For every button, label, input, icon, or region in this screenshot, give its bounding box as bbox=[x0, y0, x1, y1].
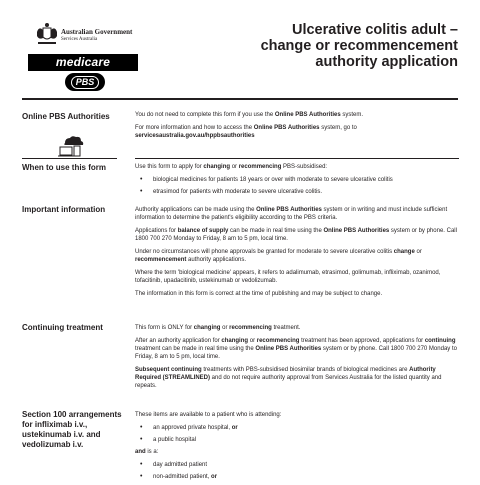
section100-bullet-2: • a public hospital bbox=[135, 436, 459, 444]
section100-label-line-1: Section 100 arrangements bbox=[22, 410, 122, 419]
section-content-section100 bbox=[135, 411, 459, 485]
coat-of-arms-icon bbox=[34, 22, 60, 48]
continuing-paragraph-2: After an authority application for changing or recommencing treatment has been approved, applications for continuing treatment can be made in real time using the Online PBS Authorities system or by phone. Call 1800 700 270 Monday to Friday, 8 am to 5 pm, local time. bbox=[135, 338, 457, 360]
online-paragraph-2: For more information and how to access the Online PBS Authorities system, go to servicesaustralia.gov.au/hppbsauthorities bbox=[135, 125, 357, 139]
important-paragraph-3: Under no circumstances will phone approvals be granted for moderate to severe ulcerative colitis change or recommencement authority applications. bbox=[135, 249, 422, 263]
when-intro: Use this form to apply for changing or recommencing PBS-subsidised: bbox=[135, 164, 328, 170]
section-label-when: When to use this form bbox=[22, 163, 106, 172]
government-name: Australian Government bbox=[61, 28, 133, 36]
important-paragraph-1: Authority applications can be made using the Online PBS Authorities system or in writing and must include sufficient information to determine the patient's eligibility according to the PBS criteria. bbox=[135, 207, 448, 221]
continuing-paragraph-1: This form is ONLY for changing or recommencing treatment. bbox=[135, 325, 301, 331]
title-line-3: authority application bbox=[315, 54, 458, 70]
section100-bullet-1: • an approved private hospital, or bbox=[135, 424, 459, 432]
section-content-continuing bbox=[135, 324, 459, 395]
agency-name: Services Australia bbox=[61, 37, 98, 42]
when-bullet-2: • etrasimod for patients with moderate to severe ulcerative colitis. bbox=[135, 188, 459, 196]
label-divider bbox=[22, 158, 117, 159]
section-label-important: Important information bbox=[22, 205, 106, 214]
computer-cloud-icon bbox=[56, 134, 86, 158]
section-content-important bbox=[135, 206, 459, 303]
online-paragraph-1: You do not need to complete this form if you use the Online PBS Authorities system. bbox=[135, 112, 364, 118]
continuing-paragraph-3: Subsequent continuing treatments with PBS-subsidised biosimilar brands of biological medicines are Authority Required (STREAMLINED) and do not require authority approval from Services Australia for the listed quantity and repeats. bbox=[135, 367, 442, 389]
pbs-logo-text: PBS bbox=[71, 76, 100, 89]
important-paragraph-2: Applications for balance of supply can be made in real time using the Online PBS Authorities system or by phone. Call 1800 700 270 Monday to Friday, 8 am to 5 pm, local time. bbox=[135, 228, 457, 242]
title-line-2: change or recommencement bbox=[260, 38, 458, 54]
section100-bullet-3: • day admitted patient bbox=[135, 461, 459, 469]
important-paragraph-4: Where the term 'biological medicine' appears, it refers to adalimumab, etrasimod, golimumab, infliximab, ozanimod, tofacitinib, upadacitinib, ustekinumab or vedolizumab. bbox=[135, 270, 441, 284]
section100-bullet-4: • non-admitted patient, or bbox=[135, 473, 459, 481]
section-content-online bbox=[135, 111, 459, 145]
section-label-online: Online PBS Authorities bbox=[22, 112, 110, 121]
content-divider bbox=[135, 158, 459, 159]
pbs-logo bbox=[65, 73, 105, 91]
section100-label-line-4: vedolizumab i.v. bbox=[22, 440, 84, 449]
section100-label-line-2: for infliximab i.v., bbox=[22, 420, 88, 429]
section-label-continuing: Continuing treatment bbox=[22, 323, 103, 332]
when-bullet-1: • biological medicines for patients 18 years or over with moderate to severe ulcerative colitis bbox=[135, 176, 459, 184]
header-divider bbox=[22, 98, 458, 100]
section-label-section100 bbox=[22, 410, 122, 450]
page-title bbox=[208, 22, 458, 70]
title-line-1: Ulcerative colitis adult – bbox=[291, 22, 458, 38]
services-australia-link[interactable]: servicesaustralia.gov.au/hppbsauthorities bbox=[135, 133, 255, 139]
section100-intro: These items are available to a patient who is attending: bbox=[135, 412, 282, 418]
important-paragraph-5: The information in this form is correct at the time of publishing and may be subject to change. bbox=[135, 291, 383, 297]
section100-and: and is a: bbox=[135, 449, 159, 455]
section100-label-line-3: ustekinumab i.v. and bbox=[22, 430, 101, 439]
medicare-logo: medicare bbox=[28, 54, 138, 71]
section-content-when bbox=[135, 163, 459, 200]
